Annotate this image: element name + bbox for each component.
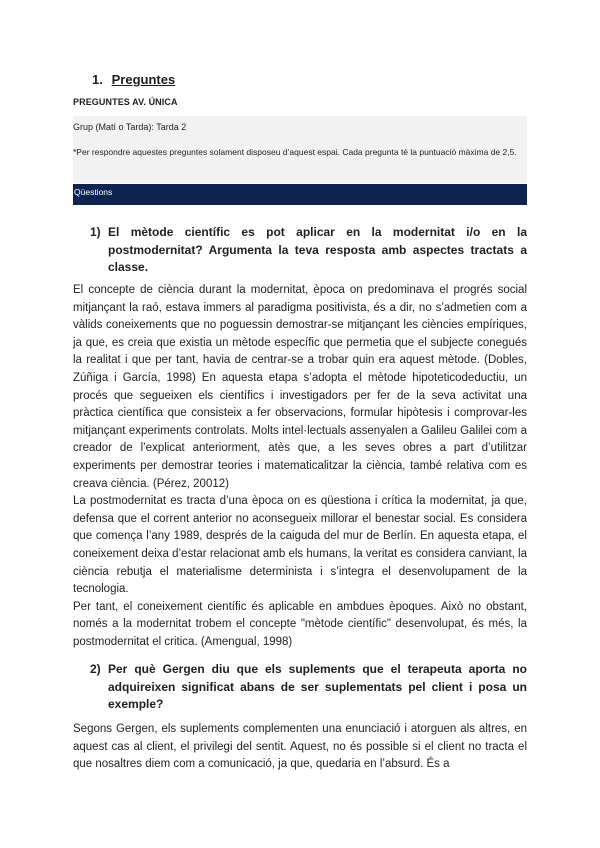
info-box: [73, 116, 527, 183]
section-title-text: Preguntes: [111, 72, 176, 87]
answer-2-paragraph-1: Segons Gergen, els suplements complementen una enunciació i atorguen als altres, en aquest cas al client, el privilegi del sentit. Aquest, no és possible si el client no tracta el que nosaltres diem com a comunicació, ja que, quedaria en l’absurd. És a: [73, 723, 527, 771]
questions-header-label: Qüestions: [74, 187, 113, 197]
question-2-text: Per què Gergen diu que els suplements que el terapeuta aporta no adquireixen significat abans de ser suplementats pel client i posa un exemple?: [108, 662, 527, 711]
answer-1-paragraph-2: La postmodernitat es tracta d’una època on es qüestiona i crítica la modernitat, ja que, defensa que el corrent anterior no aconsegueix millorar el benestar social. Es considera que comença l’any 1989, després de la caiguda del mur de Berlín. En aquesta etapa, el coneixement deixa d’estar relacionat amb els humans, la veritat es considera canviant, la ciència rebutja el materialisme determinista i s’integra el desenvolupament de la tecnologia.: [73, 495, 527, 596]
question-1: [90, 224, 527, 277]
section-title: [92, 72, 175, 87]
answer-1-paragraph-3: Per tant, el coneixement científic és aplicable en ambdues èpoques. Això no obstant, només a la modernitat trobem el concepte "mètode científic" desenvolupat, és més, la postmodernitat el critica. (Amengual, 1998): [73, 600, 527, 648]
question-2: [90, 661, 527, 714]
answer-2: [73, 721, 527, 774]
question-1-number: 1): [90, 225, 101, 239]
question-2-number: 2): [90, 662, 101, 676]
group-line: Grup (Matí o Tarda): Tarda 2: [73, 122, 187, 132]
answer-1-paragraph-1: El concepte de ciència durant la modernitat, època on predominava el progrés social mitjançant la raó, estava immers al paradigma positivista, és a dir, no s’admetien com a vàlids coneixements que no poguessin demostrar-se mitjançant les ciències empíriques, ja que, es creia que existia un mètode específic que permetia que el subjecte conegués la realitat i que per tant, havia de centrar-se a trobar quin era aquest mètode. (Dobles, Zúñiga i García, 1998) En aquesta etapa s’adopta el mètode hipoteticodeductiu, un procés que segueixen els científics i investigadors per fer de la seva activitat una pràctica científica que consisteix a fer observacions, formular hipòtesis i comprovar-les mitjançant experiments controlats. Molts intel·lectuals assenyalen a Galileu Galilei com a creador de l’explicat anteriorment, atès que, a les seves obres a part d’utilitzar experiments per demostrar teories i matematicalitzar la ciència, també relativa com es creava ciència. (Pérez, 20012): [73, 284, 527, 490]
answer-1: [73, 282, 527, 651]
instructions-note: *Per respondre aquestes preguntes solament disposeu d’aquest espai. Cada pregunta té la puntuació màxima de 2,5.: [73, 147, 517, 157]
question-1-text: El mètode científic es pot aplicar en la modernitat i/o en la postmodernitat? Argumenta la teva resposta amb aspectes tractats a classe.: [108, 225, 527, 274]
subheading: PREGUNTES AV. ÚNICA: [73, 97, 178, 107]
questions-header-bar: [73, 184, 527, 205]
section-number: 1.: [92, 72, 103, 87]
